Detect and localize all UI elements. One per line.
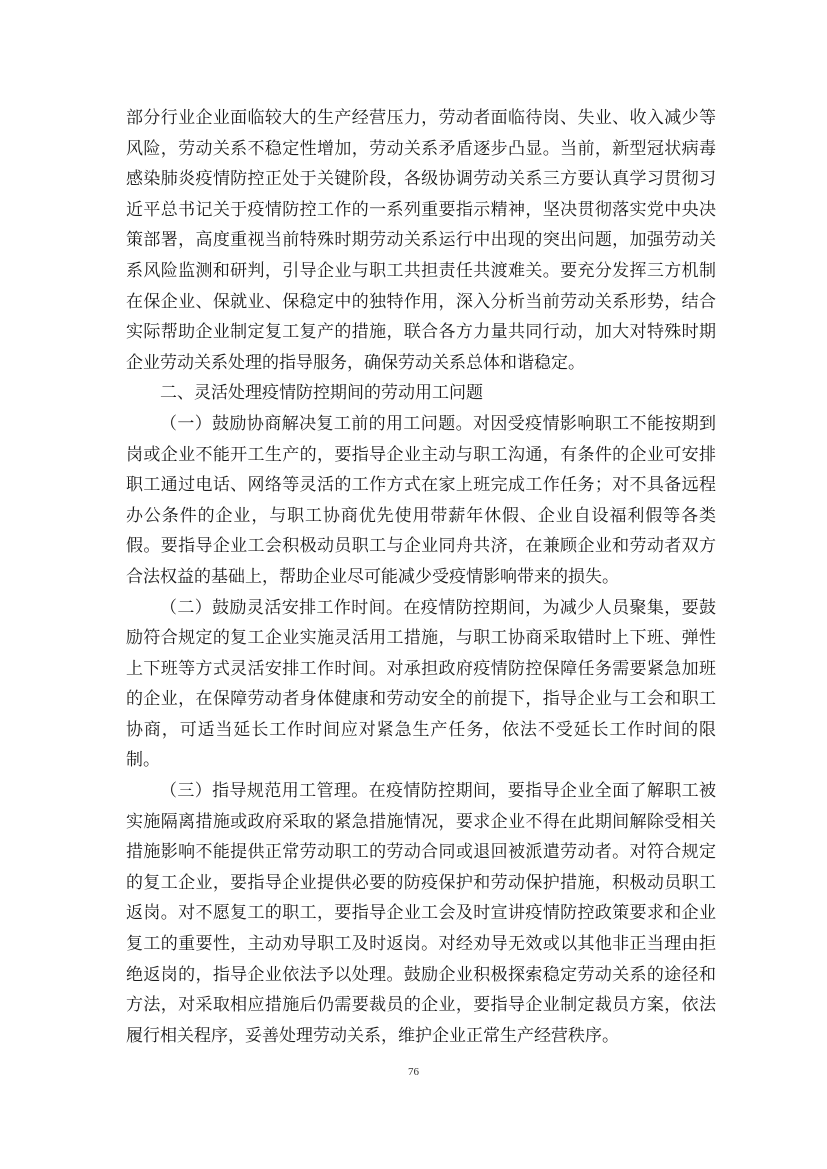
paragraph-item-1: （一）鼓励协商解决复工前的用工问题。对因受疫情影响职工不能按期到岗或企业不能开工生产的，要指导企业主动与职工沟通，有条件的企业可安排职工通过电话、网络等灵活的工作方式在家上班完成工作任务；对不具备远程办公条件的企业，与职工协商优先使用带薪年休假、企业自设福利假等各类假。要指导企业工会积极动员职工与企业同舟共济，在兼顾企业和劳动者双方合法权益的基础上，帮助企业尽可能减少受疫情影响带来的损失。 (126, 413, 716, 587)
paragraph-item-2: （二）鼓励灵活安排工作时间。在疫情防控期间，为减少人员聚集，要鼓励符合规定的复工企业实施灵活用工措施，与职工协商采取错时上下班、弹性上下班等方式灵活安排工作时间。对承担政府疫情防控保障任务需要紧急加班的企业，在保障劳动者身体健康和劳动安全的前提下，指导企业与工会和职工协商，可适当延长工作时间应对紧急生产任务，依法不受延长工作时间的限制。 (126, 597, 716, 771)
paragraph-continuation: 部分行业企业面临较大的生产经营压力，劳动者面临待岗、失业、收入减少等风险，劳动关系不稳定性增加，劳动关系矛盾逐步凸显。当前，新型冠状病毒感染肺炎疫情防控正处于关键阶段，各级协调劳动关系三方要认真学习贯彻习近平总书记关于疫情防控工作的一系列重要指示精神，坚决贯彻落实党中央决策部署，高度重视当前特殊时期劳动关系运行中出现的突出问题，加强劳动关系风险监测和研判，引导企业与职工共担责任共渡难关。要充分发挥三方机制在保企业、保就业、保稳定中的独特作用，深入分析当前劳动关系形势，结合实际帮助企业制定复工复产的措施，联合各方力量共同行动，加大对特殊时期企业劳动关系处理的指导服务，确保劳动关系总体和谐稳定。 (126, 108, 716, 373)
page-number: 76 (408, 1066, 419, 1078)
section-heading: 二、灵活处理疫情防控期间的劳动用工问题 (160, 383, 483, 404)
body-text (126, 103, 716, 1051)
paragraph-item-3: （三）指导规范用工管理。在疫情防控期间，要指导企业全面了解职工被实施隔离措施或政府采取的紧急措施情况，要求企业不得在此期间解除受相关措施影响不能提供正常劳动职工的劳动合同或退回被派遣劳动者。对符合规定的复工企业，要指导企业提供必要的防疫保护和劳动保护措施，积极动员职工返岗。对不愿复工的职工，要指导企业工会及时宣讲疫情防控政策要求和企业复工的重要性，主动劝导职工及时返岗。对经劝导无效或以其他非正当理由拒绝返岗的，指导企业依法予以处理。鼓励企业积极探索稳定劳动关系的途径和方法，对采取相应措施后仍需要裁员的企业，要指导企业制定裁员方案，依法履行相关程序，妥善处理劳动关系，维护企业正常生产经营秩序。 (126, 781, 716, 1046)
